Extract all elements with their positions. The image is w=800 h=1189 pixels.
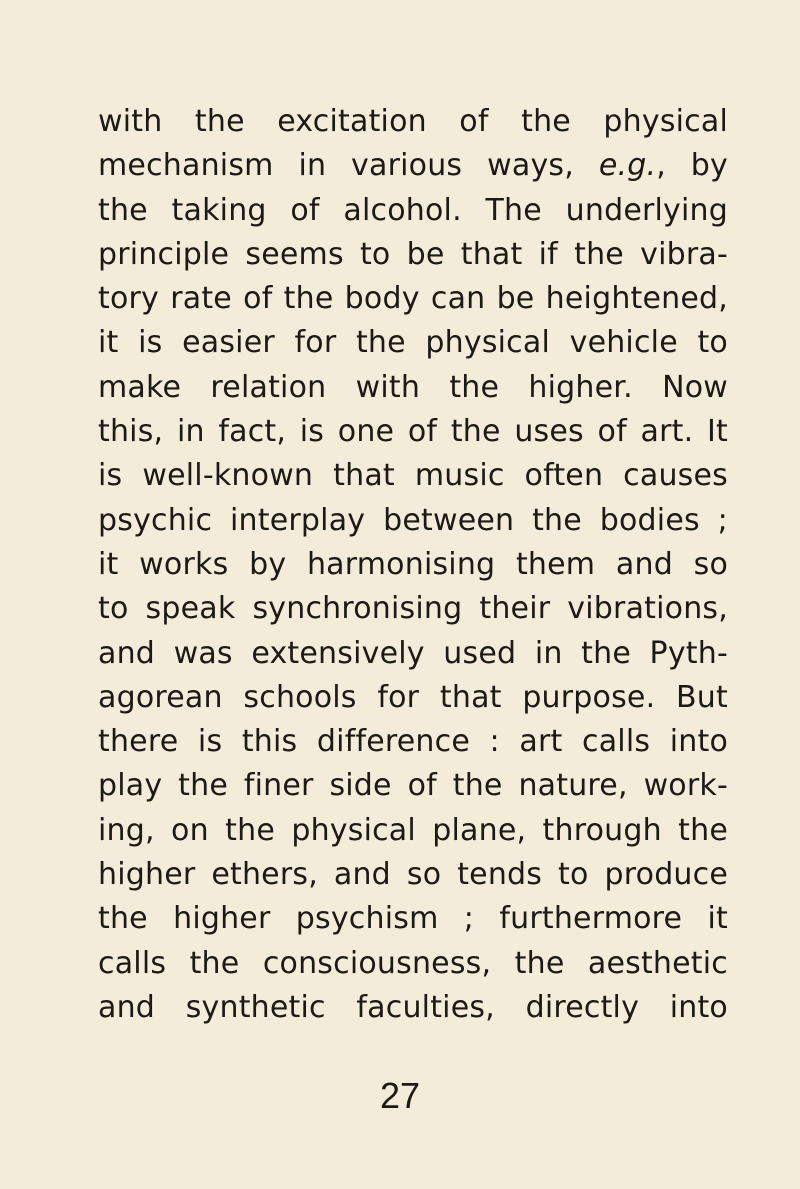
text-line-17: ing, on the physical plane, through the bbox=[98, 812, 728, 848]
text-line-20: calls the consciousness, the aesthetic bbox=[98, 945, 728, 981]
text-line-11: it works by harmonising them and so bbox=[98, 546, 728, 582]
text-line-5: tory rate of the body can be heightened, bbox=[98, 281, 728, 317]
text-line-15: there is this difference : art calls into bbox=[98, 724, 728, 760]
text-line-18: higher ethers, and so tends to produce bbox=[98, 857, 728, 893]
text-line-6: it is easier for the physical vehicle to bbox=[98, 325, 728, 361]
text-line-21: and synthetic faculties, directly into bbox=[98, 989, 728, 1025]
text-line-4: principle seems to be that if the vibra- bbox=[98, 236, 728, 272]
text-line-14: agorean schools for that purpose. But bbox=[98, 679, 728, 715]
text-line-1: with the excitation of the physical bbox=[98, 104, 728, 139]
text-line-2-end: , by bbox=[656, 148, 729, 184]
text-line-7: make relation with the higher. Now bbox=[98, 369, 728, 405]
text-line-19: the higher psychism ; furthermore it bbox=[98, 901, 728, 937]
text-line-8: this, in fact, is one of the uses of art. It bbox=[98, 414, 728, 450]
body-text bbox=[98, 100, 728, 1030]
text-line-2-start: mechanism in various ways, bbox=[98, 148, 599, 184]
text-line-16: play the finer side of the nature, work- bbox=[98, 768, 728, 804]
text-line-13: and was extensively used in the Pyth- bbox=[98, 635, 728, 671]
text-line-10: psychic interplay between the bodies ; bbox=[98, 502, 728, 538]
italic-abbreviation: e.g. bbox=[598, 148, 657, 184]
text-line-2 bbox=[98, 144, 728, 188]
page-number: 27 bbox=[379, 1075, 421, 1116]
text-line-9: is well-known that music often causes bbox=[98, 458, 728, 494]
text-line-12: to speak synchronising their vibrations, bbox=[98, 591, 728, 627]
text-line-3: the taking of alcohol. The underlying bbox=[98, 192, 728, 228]
